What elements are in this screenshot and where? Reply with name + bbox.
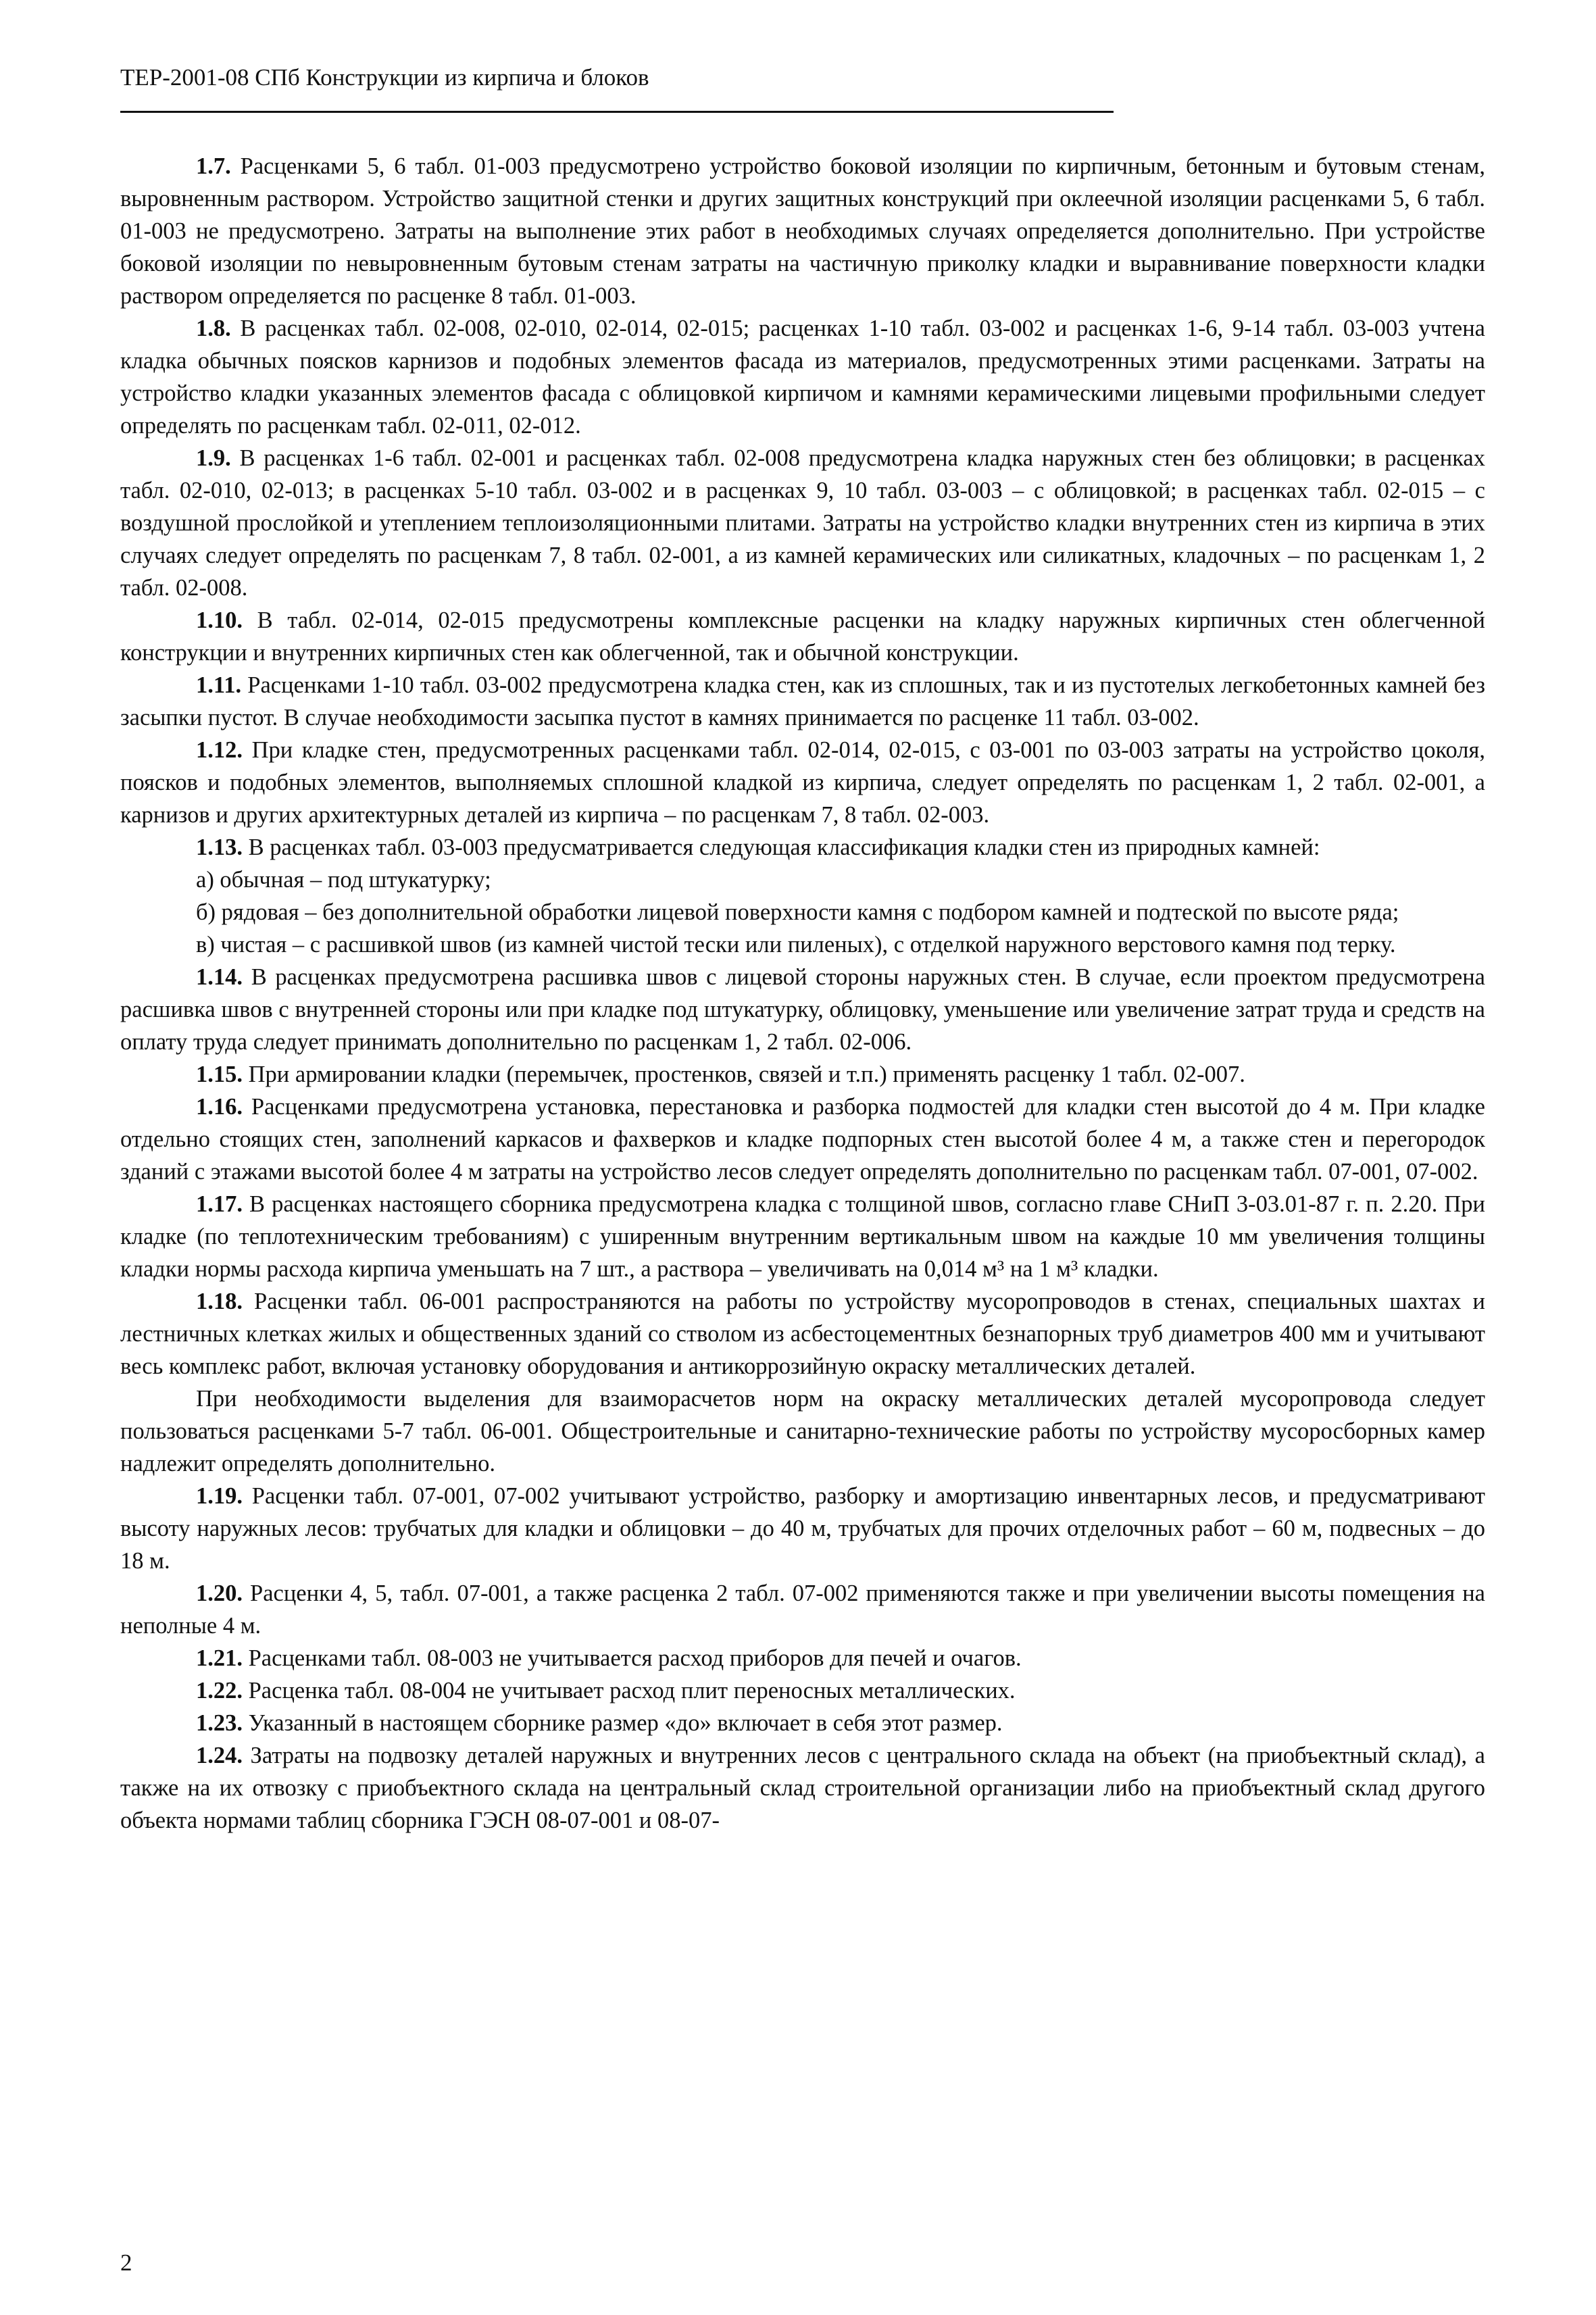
paragraph-number: 1.14. bbox=[196, 964, 243, 990]
paragraph-text: В расценках 1-6 табл. 02-001 и расценках табл. 02-008 предусмотрена кладка наружных стен без облицовки; в расценках табл. 02-010, 02-013; в расценках 5-10 табл. 03-002 и в расценках 9, 10 табл. 03-003 – с облицовкой; в расценках табл. 02-015 – с воздушной прослойкой и утеплением теплоизоляционными плитами. Затраты на устройство кладки внутренних стен из кирпича в этих случаях следует определять по расценкам 7, 8 табл. 02-001, а из камней керамических или силикатных, кладочных – по расценкам 1, 2 табл. 02-008. bbox=[120, 445, 1485, 601]
paragraph-text: Расценками табл. 08-003 не учитывается расход приборов для печей и очагов. bbox=[243, 1645, 1022, 1671]
paragraph-text: Расценками 5, 6 табл. 01-003 предусмотрено устройство боковой изоляции по кирпичным, бетонным и бутовым стенам, выровненным раствором. Устройство защитной стенки и других защитных конструкций при оклеечной изоляции расценками 5, 6 табл. 01-003 не предусмотрено. Затраты на выполнение этих работ в необходимых случаях определяется дополнительно. При устройстве боковой изоляции по невыровненным бутовым стенам затраты на частичную приколку кладки и выравнивание поверхности кладки раствором определяется по расценке 8 табл. 01-003. bbox=[120, 153, 1485, 309]
paragraph-text: При кладке стен, предусмотренных расценками табл. 02-014, 02-015, с 03-001 по 03-003 затраты на устройство цоколя, поясков и подобных элементов, выполняемых сплошной кладкой из кирпича, следует определять по расценкам 1, 2 табл. 02-001, а карнизов и других архитектурных деталей из кирпича – по расценкам 7, 8 табл. 02-003. bbox=[120, 737, 1485, 828]
paragraph bbox=[120, 961, 1485, 1058]
paragraph bbox=[120, 1188, 1485, 1285]
paragraph bbox=[120, 442, 1485, 604]
paragraph-text: В табл. 02-014, 02-015 предусмотрены комплексные расценки на кладку наружных кирпичных стен облегченной конструкции и внутренних кирпичных стен как облегченной, так и обычной конструкции. bbox=[120, 607, 1485, 666]
paragraph bbox=[120, 1642, 1485, 1674]
paragraph bbox=[120, 734, 1485, 831]
paragraph-text: При необходимости выделения для взаиморасчетов норм на окраску металлических деталей мусоропровода следует пользоваться расценками 5-7 табл. 06-001. Общестроительные и санитарно-технические работы по устройству мусоросборных камер надлежит определять дополнительно. bbox=[120, 1386, 1485, 1476]
paragraph-number: 1.21. bbox=[196, 1645, 243, 1671]
header-divider bbox=[120, 111, 1114, 113]
paragraph bbox=[120, 1091, 1485, 1188]
paragraph-text: а) обычная – под штукатурку; bbox=[196, 867, 491, 893]
paragraph-text: В расценках настоящего сборника предусмотрена кладка с толщиной швов, согласно главе СНиП 3-03.01-87 г. п. 2.20. При кладке (по теплотехническим требованиям) с уширенным внутренним вертикальным швом на каждые 10 мм увеличения толщины кладки нормы расхода кирпича уменьшать на 7 шт., а раствора – увеличивать на 0,014 м³ на 1 м³ кладки. bbox=[120, 1191, 1485, 1282]
paragraph-text: Расценками 1-10 табл. 03-002 предусмотрена кладка стен, как из сплошных, так и из пустотелых легкобетонных камней без засыпки пустот. В случае необходимости засыпка пустот в камнях принимается по расценке 11 табл. 03-002. bbox=[120, 672, 1485, 730]
paragraph-number: 1.18. bbox=[196, 1289, 243, 1314]
paragraph-text: При армировании кладки (перемычек, простенков, связей и т.п.) применять расценку 1 табл. 02-007. bbox=[243, 1062, 1245, 1087]
paragraph bbox=[120, 1285, 1485, 1383]
paragraph bbox=[120, 1577, 1485, 1642]
paragraph-number: 1.15. bbox=[196, 1062, 243, 1087]
paragraph-number: 1.22. bbox=[196, 1678, 243, 1703]
paragraph bbox=[120, 831, 1485, 864]
paragraph bbox=[120, 150, 1485, 312]
paragraph-number: 1.23. bbox=[196, 1710, 243, 1736]
paragraph bbox=[120, 1707, 1485, 1739]
list-item bbox=[120, 896, 1485, 928]
paragraph bbox=[120, 312, 1485, 442]
list-item bbox=[120, 864, 1485, 896]
paragraph-text: В расценках табл. 02-008, 02-010, 02-014, 02-015; расценках 1-10 табл. 03-002 и расценках 1-6, 9-14 табл. 03-003 учтена кладка обычных поясков карнизов и подобных элементов фасада из материалов, предусмотренных этими расценками. Затраты на устройство кладки указанных элементов фасада с облицовкой кирпичом и камнями керамическими лицевыми профильными следует определять по расценкам табл. 02-011, 02-012. bbox=[120, 316, 1485, 439]
paragraph-text: В расценках табл. 03-003 предусматривается следующая классификация кладки стен из природных камней: bbox=[243, 835, 1320, 860]
paragraph-number: 1.8. bbox=[196, 316, 231, 341]
paragraph bbox=[120, 1480, 1485, 1577]
paragraph bbox=[120, 604, 1485, 669]
paragraph-text: Расценками предусмотрена установка, перестановка и разборка подмостей для кладки стен высотой до 4 м. При кладке отдельно стоящих стен, заполнений каркасов и фахверков и кладке подпорных стен высотой более 4 м, а также стен и перегородок зданий с этажами высотой более 4 м затраты на устройство лесов следует определять дополнительно по расценкам табл. 07-001, 07-002. bbox=[120, 1094, 1485, 1185]
list-item bbox=[120, 928, 1485, 961]
paragraph-number: 1.10. bbox=[196, 607, 243, 633]
paragraph-text: В расценках предусмотрена расшивка швов с лицевой стороны наружных стен. В случае, если проектом предусмотрена расшивка швов с внутренней стороны или при кладке под штукатурку, облицовку, уменьшение или увеличение затрат труда и средств на оплату труда следует принимать дополнительно по расценкам 1, 2 табл. 02-006. bbox=[120, 964, 1485, 1055]
paragraph-number: 1.24. bbox=[196, 1743, 243, 1768]
paragraph-text: Расценки табл. 07-001, 07-002 учитывают устройство, разборку и амортизацию инвентарных лесов, и предусматривают высоту наружных лесов: трубчатых для кладки и облицовки – до 40 м, трубчатых для прочих отделочных работ – 60 м, подвесных – до 18 м. bbox=[120, 1483, 1485, 1574]
paragraph-text: б) рядовая – без дополнительной обработки лицевой поверхности камня с подбором камней и подтеской по высоте ряда; bbox=[196, 899, 1399, 925]
paragraph bbox=[120, 1383, 1485, 1480]
paragraph bbox=[120, 1058, 1485, 1091]
paragraph-text: Указанный в настоящем сборнике размер «до» включает в себя этот размер. bbox=[243, 1710, 1003, 1736]
running-header: ТЕР-2001-08 СПб Конструкции из кирпича и блоков bbox=[120, 64, 649, 91]
paragraph-text: Расценки 4, 5, табл. 07-001, а также расценка 2 табл. 07-002 применяются также и при увеличении высоты помещения на неполные 4 м. bbox=[120, 1580, 1485, 1639]
paragraph-number: 1.13. bbox=[196, 835, 243, 860]
paragraph-number: 1.17. bbox=[196, 1191, 243, 1217]
paragraph-number: 1.16. bbox=[196, 1094, 243, 1120]
paragraph-text: Расценка табл. 08-004 не учитывает расход плит переносных металлических. bbox=[243, 1678, 1016, 1703]
paragraph bbox=[120, 669, 1485, 734]
paragraph-number: 1.19. bbox=[196, 1483, 243, 1509]
paragraph-text: Расценки табл. 06-001 распространяются на работы по устройству мусоропроводов в стенах, специальных шахтах и лестничных клетках жилых и общественных зданий со стволом из асбестоцементных безнапорных труб диаметров 400 мм и учитывают весь комплекс работ, включая установку оборудования и антикоррозийную окраску металлических деталей. bbox=[120, 1289, 1485, 1379]
paragraph-text: в) чистая – с расшивкой швов (из камней чистой тески или пиленых), с отделкой наружного верстового камня под терку. bbox=[196, 932, 1396, 957]
paragraph bbox=[120, 1739, 1485, 1837]
paragraph bbox=[120, 1674, 1485, 1707]
document-body bbox=[120, 150, 1485, 1837]
paragraph-number: 1.7. bbox=[196, 153, 231, 179]
paragraph-text: Затраты на подвозку деталей наружных и внутренних лесов с центрального склада на объект (на приобъектный склад), а также на их отвозку с приобъектного склада на центральный склад строительной организации либо на приобъектный склад другого объекта нормами таблиц сборника ГЭСН 08-07-001 и 08-07- bbox=[120, 1743, 1485, 1833]
paragraph-number: 1.12. bbox=[196, 737, 243, 763]
paragraph-number: 1.20. bbox=[196, 1580, 243, 1606]
paragraph-number: 1.9. bbox=[196, 445, 231, 471]
paragraph-number: 1.11. bbox=[196, 672, 242, 698]
page-number: 2 bbox=[120, 2249, 132, 2276]
